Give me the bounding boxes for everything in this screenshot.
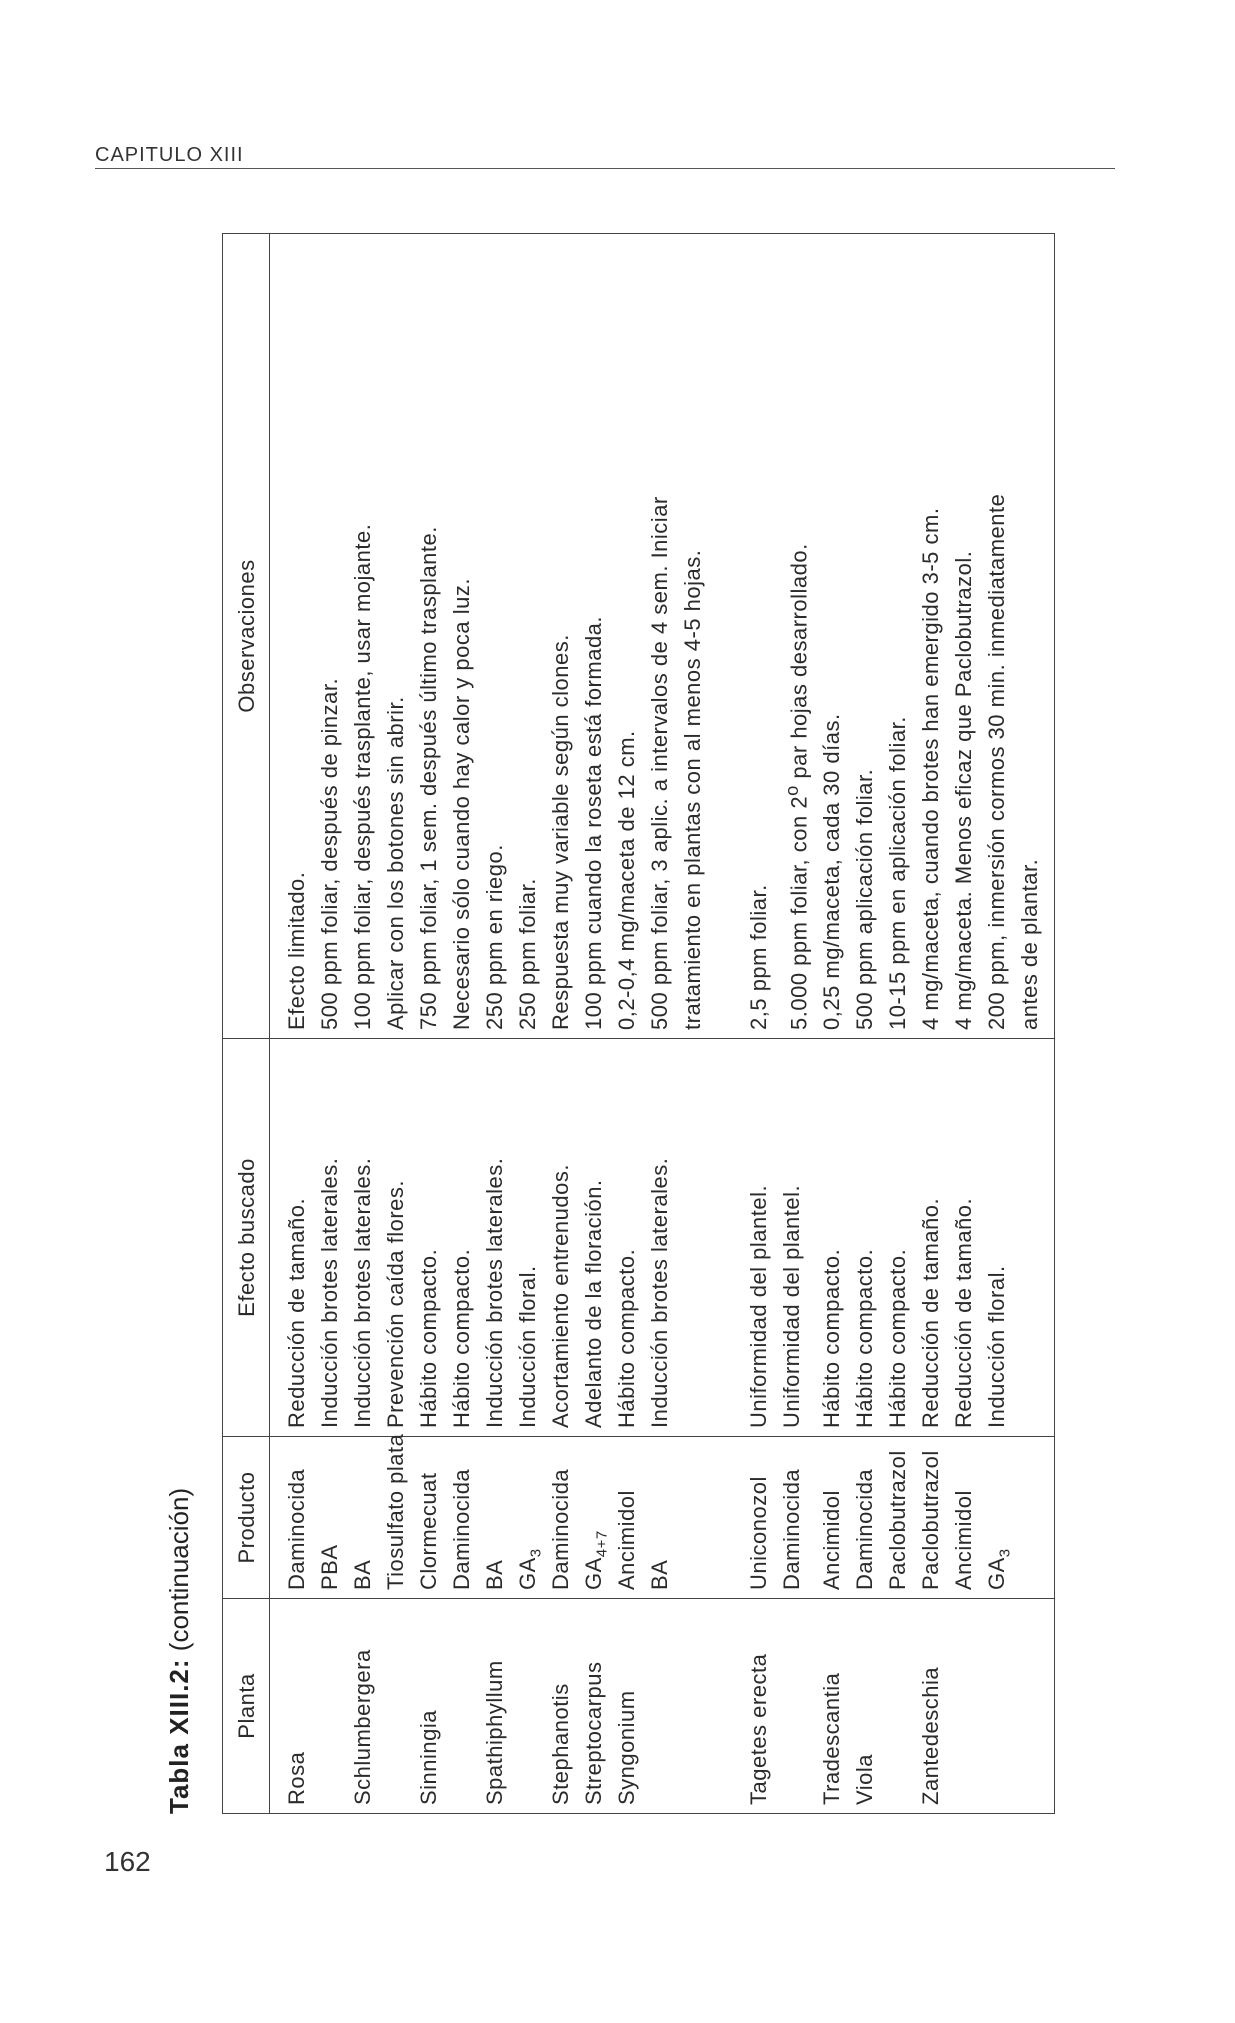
cell-line: Inducción brotes laterales.: [647, 1157, 672, 1428]
cell-producto: [709, 1437, 815, 1599]
cell-observaciones: [270, 234, 347, 1039]
cell-planta: [815, 1599, 848, 1814]
cell-producto: [346, 1433, 412, 1599]
cell-line: Schlumbergera: [350, 1649, 375, 1805]
cell-line: [577, 1445, 610, 1590]
cell-line: PBA: [317, 1544, 342, 1590]
cell-efecto: [914, 1039, 1055, 1437]
cell-observaciones: [848, 234, 914, 1039]
cell-producto: [914, 1437, 1055, 1599]
cell-efecto: [709, 1039, 815, 1437]
chem-symbol: GA: [515, 1557, 540, 1590]
table-caption-label: Tabla XIII.2:: [164, 1658, 194, 1814]
cell-line: Inducción brotes laterales.: [350, 1157, 375, 1428]
cell-line: Acortamiento entrenudos.: [548, 1164, 573, 1428]
cell-line: tratamiento en plantas con al menos 4-5 hojas.: [680, 549, 705, 1030]
cell-line: Hábito compacto.: [416, 1248, 441, 1428]
cell-efecto: [346, 1039, 412, 1437]
cell-line: Ancimidol: [819, 1490, 845, 1590]
cell-planta: [346, 1599, 412, 1814]
cell-line: 0,25 mg/maceta, cada 30 días.: [819, 713, 845, 1030]
cell-line: Daminocida: [284, 1468, 309, 1590]
cell-line: Viola: [852, 1753, 878, 1805]
cell-line: Reducción de tamaño.: [951, 1197, 977, 1428]
cell-line: BA: [647, 1559, 672, 1590]
cell-observaciones: [544, 234, 577, 1039]
cell-producto: [270, 1437, 347, 1599]
cell-line: Uniformidad del plantel.: [779, 1184, 804, 1428]
cell-planta: [270, 1599, 347, 1814]
cell-observaciones: [346, 234, 412, 1039]
table-row: [577, 234, 610, 1814]
cell-line: [980, 1445, 1013, 1590]
column-header-planta: Planta: [223, 1599, 270, 1814]
cell-observaciones: [815, 234, 848, 1039]
cell-line: Necesario sólo cuando hay calor y poca luz.: [449, 578, 474, 1030]
table-row: [412, 234, 478, 1814]
cell-planta: [478, 1599, 544, 1814]
ordinal-superscript: o: [781, 785, 802, 796]
cell-line: Sinningia: [416, 1709, 441, 1805]
cell-line: Rosa: [284, 1751, 309, 1805]
cell-efecto: [544, 1039, 577, 1437]
cell-line: Clormecuat: [416, 1472, 441, 1590]
cell-line: Hábito compacto.: [449, 1248, 474, 1428]
cell-efecto: [412, 1039, 478, 1437]
table-row: [270, 234, 347, 1814]
cell-line: Spathiphyllum: [482, 1660, 507, 1805]
cell-observaciones: [709, 234, 815, 1039]
cell-line: Respuesta muy variable según clones.: [548, 634, 573, 1030]
cell-line: Hábito compacto.: [885, 1248, 911, 1428]
text-run: par hojas desarrollado.: [786, 543, 812, 786]
cell-planta: [577, 1599, 610, 1814]
cell-efecto: [577, 1039, 610, 1437]
cell-line: Tradescantia: [819, 1672, 845, 1805]
cell-efecto: [610, 1039, 709, 1437]
chem-symbol: GA: [984, 1557, 1010, 1590]
cell-line: Inducción brotes laterales.: [317, 1157, 342, 1428]
table-row: [610, 234, 709, 1814]
cell-efecto: [815, 1039, 848, 1437]
table-row: [544, 234, 577, 1814]
cell-line: 500 ppm foliar, después de pinzar.: [317, 677, 342, 1030]
cell-producto: [412, 1437, 478, 1599]
cell-planta: [709, 1599, 815, 1814]
cell-line: Reducción de tamaño.: [284, 1197, 309, 1428]
cell-line: Uniconozol: [746, 1476, 771, 1590]
cell-line: antes de plantar.: [1017, 858, 1043, 1030]
column-header-efecto: Efecto buscado: [223, 1039, 270, 1437]
table-row: [914, 234, 1055, 1814]
cell-line: Syngonium: [614, 1690, 639, 1805]
cell-line: Ancimidol: [614, 1490, 639, 1590]
cell-observaciones: [577, 234, 610, 1039]
cell-line: Tagetes erecta: [746, 1653, 771, 1805]
text-run: 5.000 ppm foliar, con 2: [786, 795, 812, 1030]
cell-observaciones: [914, 234, 1055, 1039]
cell-line: Hábito compacto.: [852, 1248, 878, 1428]
cell-line: Aplicar con los botones sin abrir.: [383, 696, 408, 1030]
cell-line: Efecto limitado.: [284, 871, 309, 1030]
table-caption-note: (continuación): [164, 1487, 194, 1652]
cell-line: BA: [482, 1559, 507, 1590]
rotated-table-block: [138, 234, 1043, 1814]
cell-planta: [544, 1599, 577, 1814]
cell-efecto: [848, 1039, 914, 1437]
cell-line: Inducción floral.: [984, 1265, 1010, 1428]
chem-subscript: 3: [996, 1548, 1014, 1558]
cell-line: Daminocida: [449, 1468, 474, 1590]
cell-planta: [914, 1599, 1055, 1814]
regulators-table: [222, 233, 1055, 1814]
cell-line: Zantedeschia: [918, 1666, 944, 1805]
cell-planta: [848, 1599, 914, 1814]
cell-line: Tiosulfato plata: [383, 1433, 408, 1590]
cell-line: 10-15 ppm en aplicación foliar.: [885, 716, 911, 1030]
cell-line: 0,2-0,4 mg/maceta de 12 cm.: [614, 730, 639, 1030]
page-number: 162: [104, 1846, 151, 1877]
cell-producto: [478, 1437, 544, 1599]
cell-line: Daminocida: [852, 1468, 878, 1590]
table-row: [478, 234, 544, 1814]
cell-planta: [610, 1599, 709, 1814]
table-caption: [164, 1488, 195, 1814]
chem-subscript: 4+7: [593, 1530, 611, 1558]
cell-line: Paclobutrazol: [918, 1450, 944, 1590]
table-row: [709, 234, 815, 1814]
cell-efecto: [478, 1039, 544, 1437]
chem-subscript: 3: [527, 1548, 545, 1558]
cell-line: 4 mg/maceta, cuando brotes han emergido 3-5 cm.: [918, 507, 944, 1030]
cell-line: BA: [350, 1559, 375, 1590]
cell-line: Reducción de tamaño.: [918, 1197, 944, 1428]
cell-producto: [610, 1437, 709, 1599]
cell-producto: [815, 1437, 848, 1599]
cell-line: 100 ppm cuando la roseta está formada.: [581, 615, 606, 1030]
column-header-producto: Producto: [223, 1437, 270, 1599]
cell-line: Streptocarpus: [581, 1661, 606, 1805]
cell-producto: [848, 1437, 914, 1599]
cell-observaciones: [478, 234, 544, 1039]
cell-line: 200 ppm, inmersión cormos 30 min. inmediatamente: [984, 493, 1010, 1030]
cell-observaciones: [610, 234, 709, 1039]
cell-line: 2,5 ppm foliar.: [746, 884, 771, 1030]
cell-line: 500 ppm aplicación foliar.: [852, 768, 878, 1030]
table-row: [815, 234, 848, 1814]
cell-line: Ancimidol: [951, 1490, 977, 1590]
cell-line: Stephanotis: [548, 1683, 573, 1805]
table-row: [848, 234, 914, 1814]
cell-line: Daminocida: [548, 1468, 573, 1590]
cell-line: Hábito compacto.: [614, 1248, 639, 1428]
table-row: [346, 234, 412, 1814]
cell-producto: [577, 1437, 610, 1599]
cell-line: 100 ppm foliar, después trasplante, usar mojante.: [350, 523, 375, 1030]
cell-line: [511, 1445, 544, 1590]
table-header-row: [223, 234, 270, 1814]
cell-line: Uniformidad del plantel.: [746, 1184, 771, 1428]
cell-line: Adelanto de la floración.: [581, 1179, 606, 1428]
cell-line: Inducción brotes laterales.: [482, 1157, 507, 1428]
cell-line: 4 mg/maceta. Menos eficaz que Paclobutrazol.: [951, 550, 977, 1030]
cell-producto: [544, 1437, 577, 1599]
cell-line: 250 ppm foliar.: [515, 878, 540, 1030]
cell-line: Inducción floral.: [515, 1265, 540, 1428]
cell-line: Hábito compacto.: [819, 1248, 845, 1428]
cell-line: 250 ppm en riego.: [482, 844, 507, 1030]
header-rule: [95, 168, 1115, 169]
cell-efecto: [270, 1039, 347, 1437]
cell-line: 750 ppm foliar, 1 sem. después último trasplante.: [416, 526, 441, 1030]
cell-line: Paclobutrazol: [885, 1450, 911, 1590]
chem-symbol: GA: [581, 1557, 606, 1590]
cell-line: Prevención caída flores.: [383, 1179, 408, 1428]
cell-line: [775, 242, 815, 1030]
column-header-observaciones: Observaciones: [223, 234, 270, 1039]
running-head-title: CAPITULO XIII: [95, 144, 244, 166]
cell-line: 500 ppm foliar, 3 aplic. a intervalos de 4 sem. Iniciar: [647, 496, 672, 1030]
cell-observaciones: [412, 234, 478, 1039]
cell-line: Daminocida: [779, 1468, 804, 1590]
cell-planta: [412, 1599, 478, 1814]
